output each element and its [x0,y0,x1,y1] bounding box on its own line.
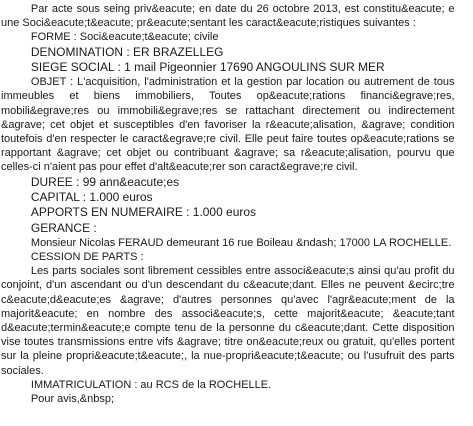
objet-paragraph: OBJET : L'acquisition, l'administration et la gestion par location ou autrement de tous immeubles et biens immobiliers, Toutes op&eacute;rations financi&egrave;res, mobili&egrave;res ou immobili&egrave;res se rattachant directement ou indirectement &agrave; cet objet et susceptibles d'en favoriser la r&eacute;alisation, &agrave; condition toutefois d'en respecter le caract&egrave;re civil. Elle peut faire toutes op&eacute;rations se rapportant &agrave; cet objet ou contribuant &agrave; sa r&eacute;alisation, pourvu que celles-ci n'aient pas pour effet d'alt&eacute;rer son caract&egrave;re civil. [1,76,455,174]
siege-social-line: SIEGE SOCIAL : 1 mail Pigeonnier 17690 ANGOULINS SUR MER [30,59,385,74]
legal-notice [1,2,455,406]
forme-line: FORME : Soci&eacute;t&eacute; civile [30,31,219,44]
duree-line: DUREE : 99 ann&eacute;es [30,174,180,189]
capital-line: CAPITAL : 1.000 euros [30,189,153,204]
cession-paragraph: Les parts sociales sont librement cessibles entre associ&eacute;s ainsi qu'au profit du conjoint, d'un ascendant ou d'un descendant du c&eacute;dant. Elles ne peuvent &ecirc;tre c&eacute;d&eacute;es &agrave; d'autres personnes qu'avec l'agr&eacute;ment de la majorit&eacute; en nombre des associ&eacute;s, cette majorit&eacute; &eacute;tant d&eacute;termin&eacute;e compte tenu de la personne du c&eacute;dant. Cette disposition vise toutes transmissions entre vifs &agrave; titre on&eacute;reux ou gratuit, qu'elles portent sur la pleine propri&eacute;t&eacute;, la nue-propri&eacute;t&eacute; ou l'usufruit des parts sociales. [1,265,455,377]
gerance-paragraph: Monsieur Nicolas FERAUD demeurant 16 rue Boileau &ndash; 17000 LA ROCHELLE. [30,236,452,249]
intro-paragraph: Par acte sous seing priv&eacute; en date du 26 octobre 2013, est constitu&eacute; e une Soci&eacute;t&eacute; pr&eacute;sentant les caract&eacute;ristiques suivantes : [1,3,455,30]
cession-heading: CESSION DE PARTS : [30,251,144,264]
gerance-heading: GERANCE : [30,220,97,235]
closing-line: Pour avis,&nbsp; [30,393,115,406]
denomination-line: DENOMINATION : ER BRAZELLEG [30,44,224,59]
immatriculation-line: IMMATRICULATION : au RCS de la ROCHELLE. [30,378,272,391]
apports-line: APPORTS EN NUMERAIRE : 1.000 euros [30,205,256,220]
